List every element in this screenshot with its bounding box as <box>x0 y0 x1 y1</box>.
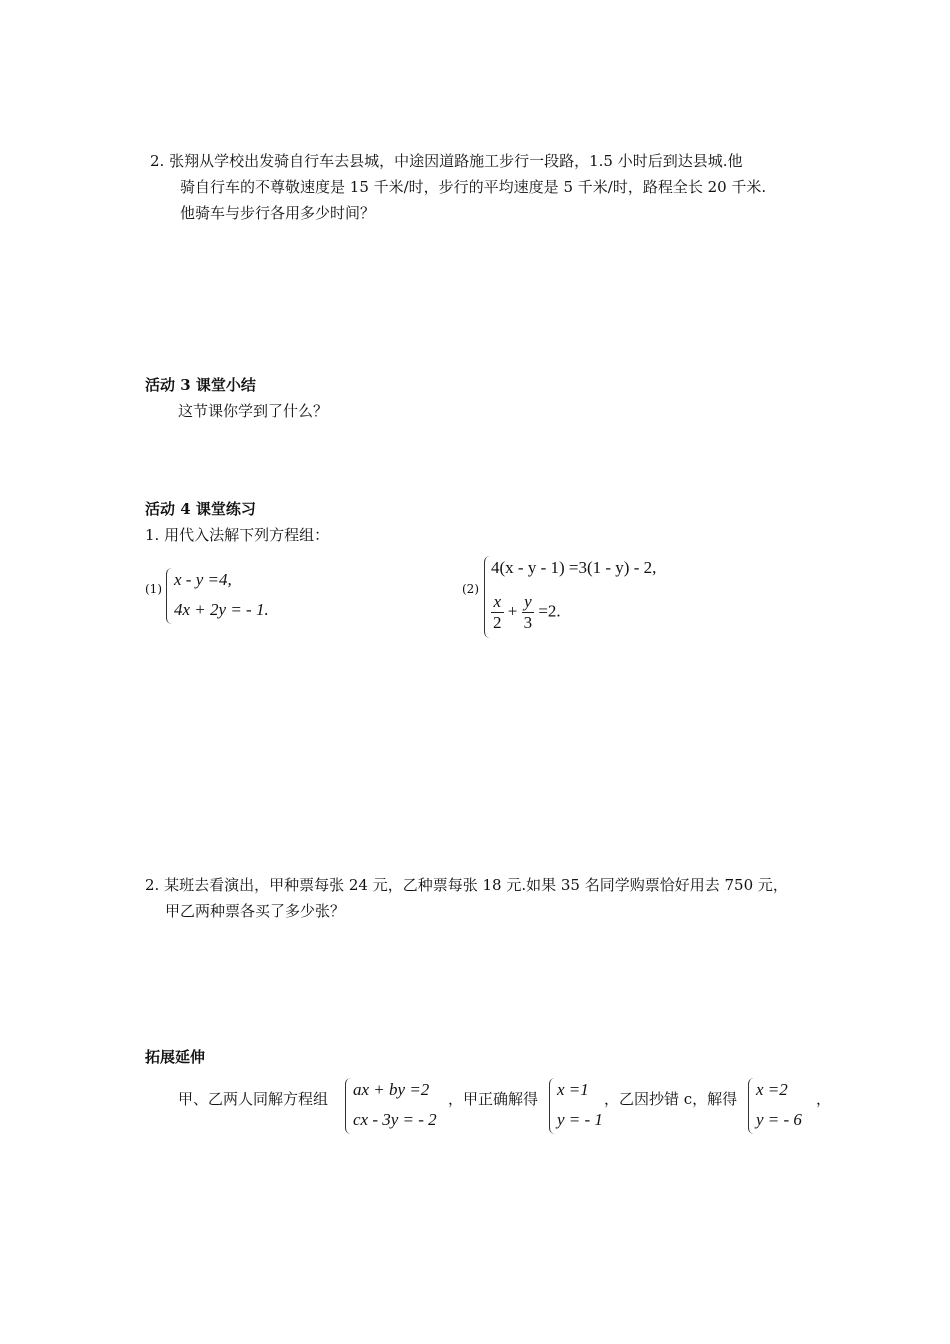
fraction-y-over-3: $\frac{y}{3}$ <box>523 592 533 632</box>
solution-1-equation-1: x =1 <box>557 1080 589 1099</box>
exercise-2-line-1: 2. 某班去看演出，甲种票每张 24 元，乙种票每张 18 元.如果 35 名同学购票恰好用去 750 元， <box>145 876 788 894</box>
problem-2-line-2: 骑自行车的不尊敬速度是 15 千米/时，步行的平均速度是 5 千米/时，路程全长 20 千米. <box>180 178 767 196</box>
system-2-brace <box>484 556 491 638</box>
extension-system-equation-2: cx - 3y = - 2 <box>353 1110 437 1129</box>
activity-3-prompt: 这节课你学到了什么？ <box>178 402 329 420</box>
extension-text-3: ，乙因抄错 c，解得 <box>604 1090 738 1108</box>
solution-1-equation-2: y = - 1 <box>557 1110 603 1129</box>
activity-3-title: 活动 3 课堂小结 <box>145 376 256 394</box>
system-1-brace <box>166 568 173 624</box>
system-2-equation-1: 4(x - y - 1) =3(1 - y) - 2, <box>491 558 657 577</box>
solution-2-brace <box>748 1078 755 1134</box>
solution-2-equation-1: x =2 <box>756 1080 788 1099</box>
extension-system-brace <box>345 1078 352 1134</box>
extension-text-2: ，甲正确解得 <box>448 1090 539 1108</box>
activity-4-title: 活动 4 课堂练习 <box>145 500 256 518</box>
extension-system-equation-1: ax + by =2 <box>353 1080 430 1099</box>
extension-text-4: ， <box>816 1090 832 1108</box>
fraction-x-over-2: $\frac{x}{2}$ <box>493 592 502 632</box>
solution-1-brace <box>549 1078 556 1134</box>
extension-title: 拓展延伸 <box>145 1048 206 1066</box>
extension-text-1: 甲、乙两人同解方程组 <box>178 1090 329 1108</box>
problem-2-line-3: 他骑车与步行各用多少时间？ <box>180 204 376 222</box>
system-1-equation-1: x - y =4, <box>174 570 232 589</box>
system-1-label: (1) <box>145 582 162 596</box>
solution-2-equation-2: y = - 6 <box>756 1110 802 1129</box>
system-2-label: (2) <box>462 582 479 596</box>
exercise-1-prompt: 1. 用代入法解下列方程组： <box>145 526 330 544</box>
system-2-equation-2: $\frac{x}{2}$ + $\frac{y}{3}$ =2. <box>493 592 561 632</box>
system-1-equation-2: 4x + 2y = - 1. <box>174 600 269 619</box>
problem-2-line-1: 2. 张翔从学校出发骑自行车去县城，中途因道路施工步行一段路，1.5 小时后到达县城.他 <box>150 152 743 170</box>
exercise-2-line-2: 甲乙两种票各买了多少张？ <box>165 902 346 920</box>
